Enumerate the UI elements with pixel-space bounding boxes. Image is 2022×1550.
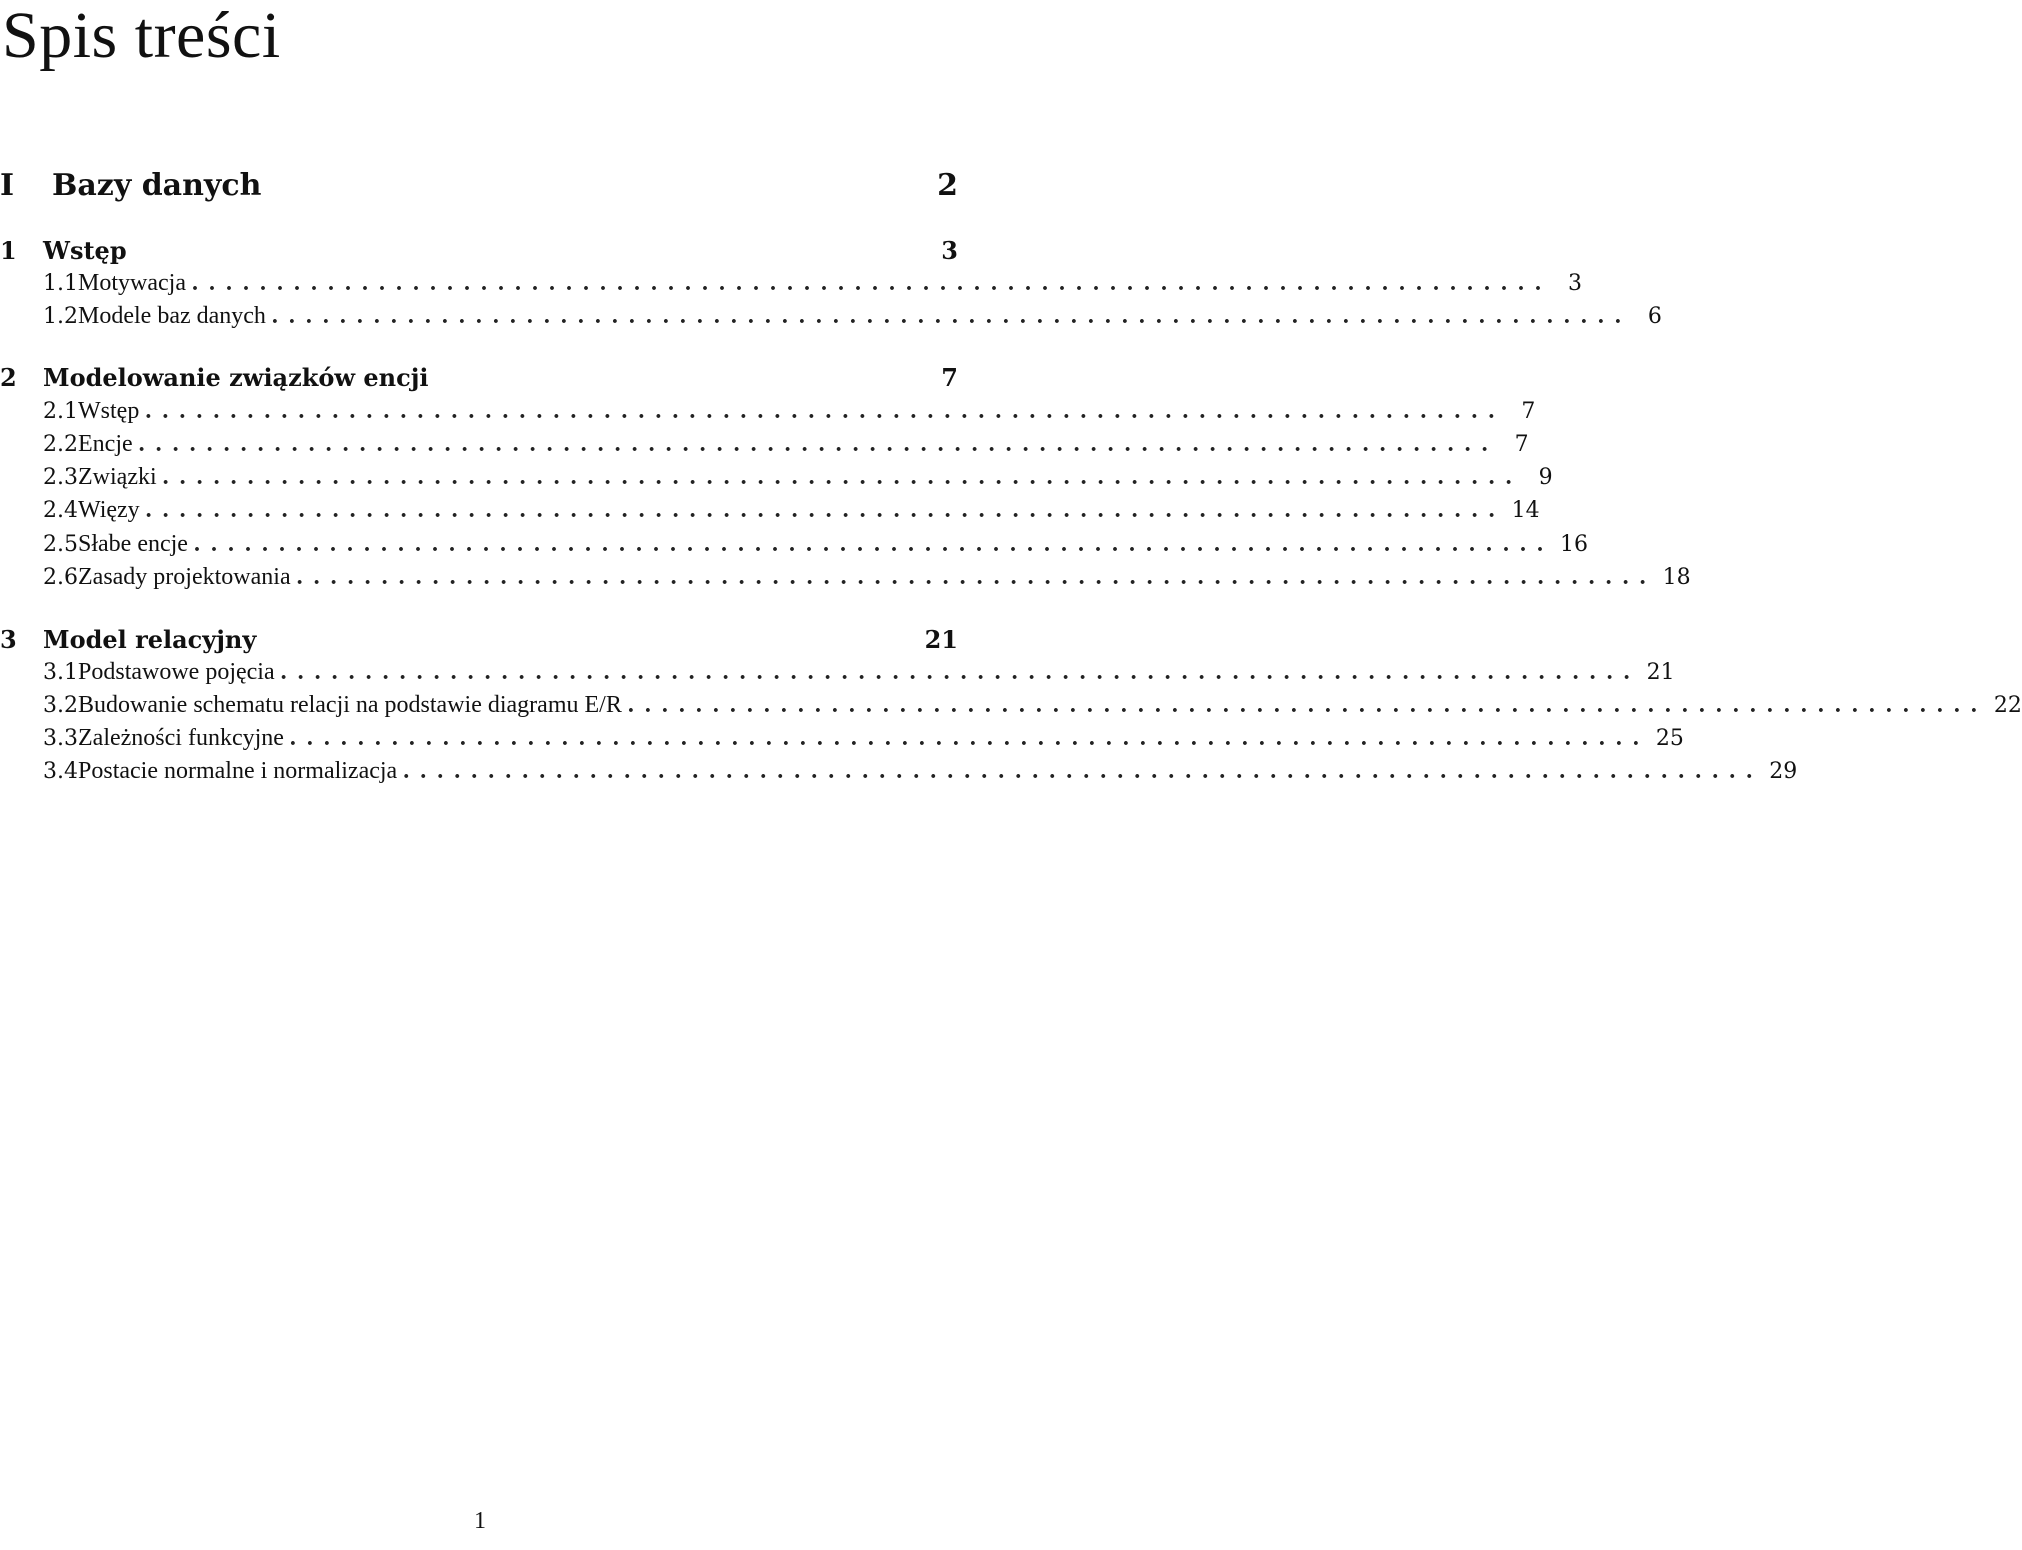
section-title: Zależności funkcyjne <box>78 725 284 751</box>
toc-part-entry[interactable] <box>0 168 958 212</box>
toc-section-entry[interactable] <box>43 659 1675 692</box>
dot-leader: ................................................................................ <box>193 531 1554 557</box>
dot-leader: ................................................................................ <box>162 464 1523 490</box>
toc-chapter-entry[interactable] <box>0 236 958 270</box>
section-page: 18 <box>1662 565 1691 590</box>
chapter-title: Modelowanie związków encji <box>43 363 429 392</box>
section-page: 22 <box>1993 693 2022 718</box>
section-number: 3.3 <box>43 726 78 751</box>
dot-leader: ................................................................................ <box>289 725 1650 751</box>
toc-chapter-entry[interactable] <box>0 363 958 397</box>
section-number: 2.6 <box>43 565 78 590</box>
chapter-page: 21 <box>924 625 958 654</box>
part-page: 2 <box>937 168 958 203</box>
dot-leader: ................................................................................ <box>145 497 1506 523</box>
section-title: Postacie normalne i normalizacja <box>78 758 398 784</box>
toc-section-entry[interactable] <box>43 564 1691 597</box>
toc-chapter-entry[interactable] <box>0 625 958 659</box>
toc-section-entry[interactable] <box>43 398 1536 431</box>
section-title: Modele baz danych <box>78 303 266 329</box>
page-title: Spis treści <box>2 0 281 72</box>
section-page: 9 <box>1538 465 1553 490</box>
section-page: 21 <box>1646 660 1675 685</box>
section-page: 7 <box>1514 432 1529 457</box>
section-number: 3.1 <box>43 660 78 685</box>
section-page: 14 <box>1511 498 1540 523</box>
chapter-title: Model relacyjny <box>43 625 257 654</box>
toc-section-entry[interactable] <box>43 531 1588 564</box>
toc-section-entry[interactable] <box>43 431 1529 464</box>
section-title: Motywacja <box>78 270 186 296</box>
section-number: 2.4 <box>43 498 78 523</box>
section-number: 2.2 <box>43 432 78 457</box>
dot-leader: ................................................................................ <box>280 659 1641 685</box>
section-page: 3 <box>1567 271 1582 296</box>
section-title: Związki <box>78 464 157 490</box>
section-title: Więzy <box>78 497 140 523</box>
chapter-number: 1 <box>0 236 17 265</box>
dot-leader: ................................................................................ <box>271 303 1632 329</box>
dot-leader: ................................................................................ <box>145 398 1506 424</box>
section-title: Encje <box>78 431 133 457</box>
toc-section-entry[interactable] <box>43 692 2022 725</box>
section-number: 2.3 <box>43 465 78 490</box>
chapter-number: 2 <box>0 363 17 392</box>
section-page: 25 <box>1655 726 1684 751</box>
section-title: Zasady projektowania <box>78 564 291 590</box>
toc-section-entry[interactable] <box>43 725 1684 758</box>
dot-leader: ................................................................................ <box>191 270 1552 296</box>
section-page: 7 <box>1521 399 1536 424</box>
section-number: 1.2 <box>43 304 78 329</box>
section-title: Wstęp <box>78 398 140 424</box>
section-page: 16 <box>1559 532 1588 557</box>
section-page: 29 <box>1769 759 1798 784</box>
chapter-page: 3 <box>941 236 958 265</box>
section-page: 6 <box>1647 304 1662 329</box>
section-number: 3.4 <box>43 759 78 784</box>
section-number: 2.1 <box>43 399 78 424</box>
section-title: Słabe encje <box>78 531 188 557</box>
section-title: Podstawowe pojęcia <box>78 659 275 685</box>
toc-section-entry[interactable] <box>43 497 1540 530</box>
toc-section-entry[interactable] <box>43 303 1662 336</box>
dot-leader: ................................................................................ <box>627 692 1988 718</box>
chapter-number: 3 <box>0 625 17 654</box>
footer-page-number: 1 <box>474 1508 486 1534</box>
part-number: I <box>0 168 15 203</box>
toc-section-entry[interactable] <box>43 758 1798 791</box>
toc-section-entry[interactable] <box>43 464 1553 497</box>
toc-section-entry[interactable] <box>43 270 1582 303</box>
section-title: Budowanie schematu relacji na podstawie diagramu E/R <box>78 692 622 718</box>
section-number: 2.5 <box>43 532 78 557</box>
chapter-page: 7 <box>941 363 958 392</box>
section-number: 3.2 <box>43 693 78 718</box>
dot-leader: ................................................................................ <box>403 758 1764 784</box>
chapter-title: Wstęp <box>43 236 127 265</box>
part-title: Bazy danych <box>52 168 262 203</box>
dot-leader: ................................................................................ <box>138 431 1499 457</box>
dot-leader: ................................................................................ <box>296 564 1657 590</box>
section-number: 1.1 <box>43 271 78 296</box>
